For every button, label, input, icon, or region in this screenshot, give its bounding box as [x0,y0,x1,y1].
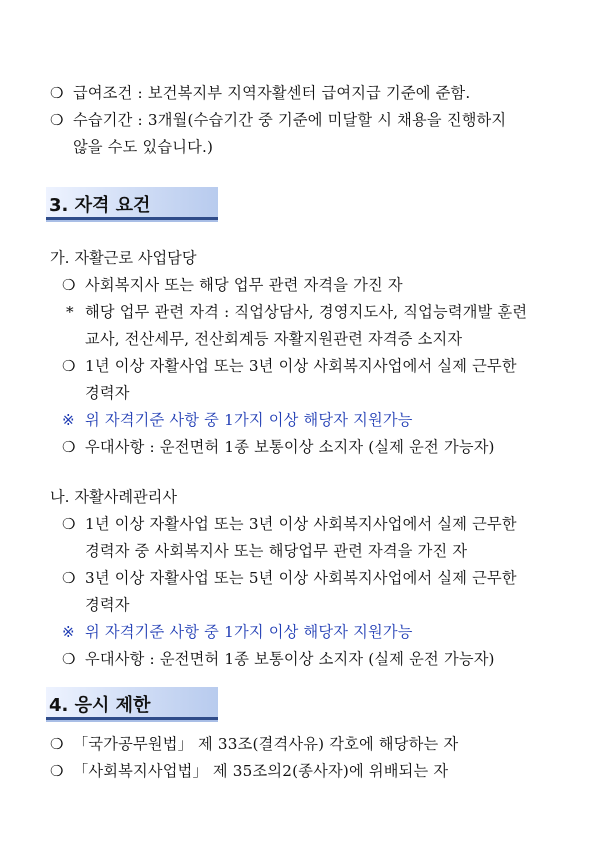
bullet-icon: ❍ [50,735,64,753]
bullet-icon: ❍ [62,569,76,587]
probation-line-cont: 않을 수도 있습니다.) [73,138,214,156]
list-item-note: * 해당 업무 관련 자격 : 직업상담사, 경영지도사, 직업능력개발 훈련 [66,303,528,321]
list-item-cont: 경력자 중 사회복지사 또는 해당업무 관련 자격을 가진 자 [85,542,468,560]
list-item: ❍ 우대사항 : 운전면허 1종 보통이상 소지자 (실제 운전 가능자) [62,438,495,456]
reference-mark-icon: ※ [62,411,75,429]
bullet-icon: ❍ [62,357,76,375]
section3-title: 3. 자격 요건 [49,195,151,216]
section4-heading [46,687,218,720]
salary-condition-text: 급여조건 : 보건복지부 지역자활센터 급여지급 기준에 준함. [73,84,471,102]
reference-mark-icon: ※ [62,623,75,641]
bullet-icon: ❍ [62,515,76,533]
bullet-icon: ❍ [62,650,76,668]
probation-text: 수습기간 : 3개월(수습기간 중 기준에 미달할 시 채용을 진행하지 [73,111,507,129]
bullet-icon: ❍ [50,762,64,780]
list-item-cont: 교사, 전산세무, 전산회계등 자활지원관련 자격증 소지자 [85,330,463,348]
reference-note: ※ 위 자격기준 사항 중 1가지 이상 해당자 지원가능 [62,623,413,641]
asterisk-icon: * [66,303,74,321]
list-item: ❍ 「국가공무원법」 제 33조(결격사유) 각호에 해당하는 자 [50,735,459,753]
section3-heading [46,187,218,220]
list-item: ❍ 3년 이상 자활사업 또는 5년 이상 사회복지사업에서 실제 근무한 [62,569,517,587]
list-item: ❍ 「사회복지사업법」 제 35조의2(종사자)에 위배되는 자 [50,762,449,780]
section4-title: 4. 응시 제한 [49,695,151,716]
reference-note: ※ 위 자격기준 사항 중 1가지 이상 해당자 지원가능 [62,411,413,429]
list-item: ❍ 사회복지사 또는 해당 업무 관련 자격을 가진 자 [62,276,403,294]
bullet-icon: ❍ [50,84,64,102]
salary-condition-line [50,83,470,103]
list-item: ❍ 1년 이상 자활사업 또는 3년 이상 사회복지사업에서 실제 근무한 [62,357,517,375]
list-item-cont: 경력자 [85,596,130,614]
list-item: ❍ 1년 이상 자활사업 또는 3년 이상 사회복지사업에서 실제 근무한 [62,515,517,533]
bullet-icon: ❍ [62,438,76,456]
list-item-cont: 경력자 [85,384,130,402]
probation-line [50,110,506,130]
bullet-icon: ❍ [62,276,76,294]
bullet-icon: ❍ [50,111,64,129]
sub-a-title: 가. 자활근로 사업담당 [50,249,197,267]
sub-b-title: 나. 자활사례관리사 [50,488,178,506]
list-item: ❍ 우대사항 : 운전면허 1종 보통이상 소지자 (실제 운전 가능자) [62,650,495,668]
